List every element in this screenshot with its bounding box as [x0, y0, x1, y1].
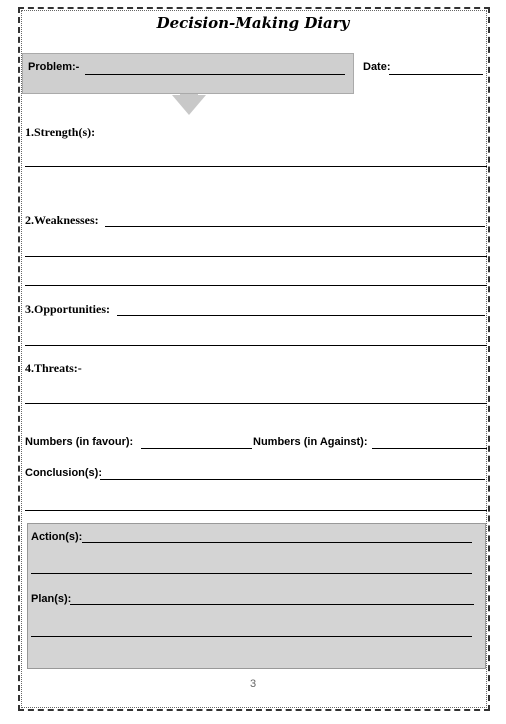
plan-line-inline[interactable] — [70, 604, 474, 605]
numbers-favour-label: Numbers (in favour): — [25, 436, 134, 448]
action-label: Action(s): — [31, 531, 83, 543]
opportunities-line-1[interactable] — [25, 345, 487, 346]
problem-line[interactable] — [85, 74, 345, 75]
strengths-label: 1.Strength(s): — [25, 125, 96, 139]
action-plan-box — [27, 523, 486, 669]
action-line-inline[interactable] — [82, 542, 472, 543]
strengths-line-1[interactable] — [25, 166, 487, 167]
threats-label: 4.Threats:- — [25, 361, 82, 375]
plan-label: Plan(s): — [31, 593, 72, 605]
opportunities-label: 3.Opportunities: — [25, 302, 111, 316]
action-line-1[interactable] — [31, 573, 472, 574]
numbers-against-label: Numbers (in Against): — [253, 436, 368, 448]
weaknesses-label: 2.Weaknesses: — [25, 213, 99, 227]
plan-line-1[interactable] — [31, 636, 472, 637]
date-line[interactable] — [389, 74, 483, 75]
threats-line-1[interactable] — [25, 403, 487, 404]
arrow-down-icon — [172, 95, 206, 115]
numbers-against-line[interactable] — [372, 448, 487, 449]
opportunities-line-inline[interactable] — [117, 315, 485, 316]
numbers-favour-line[interactable] — [141, 448, 252, 449]
problem-label: Problem:- — [28, 61, 80, 73]
date-label: Date: — [363, 61, 391, 73]
page-title: Decision-Making Diary — [156, 14, 350, 32]
conclusion-label: Conclusion(s): — [25, 467, 102, 479]
weaknesses-line-inline[interactable] — [105, 226, 485, 227]
conclusion-line-inline[interactable] — [100, 479, 485, 480]
page-number: 3 — [249, 678, 257, 690]
conclusion-line-1[interactable] — [25, 510, 487, 511]
weaknesses-line-1[interactable] — [25, 256, 487, 257]
weaknesses-line-2[interactable] — [25, 285, 487, 286]
